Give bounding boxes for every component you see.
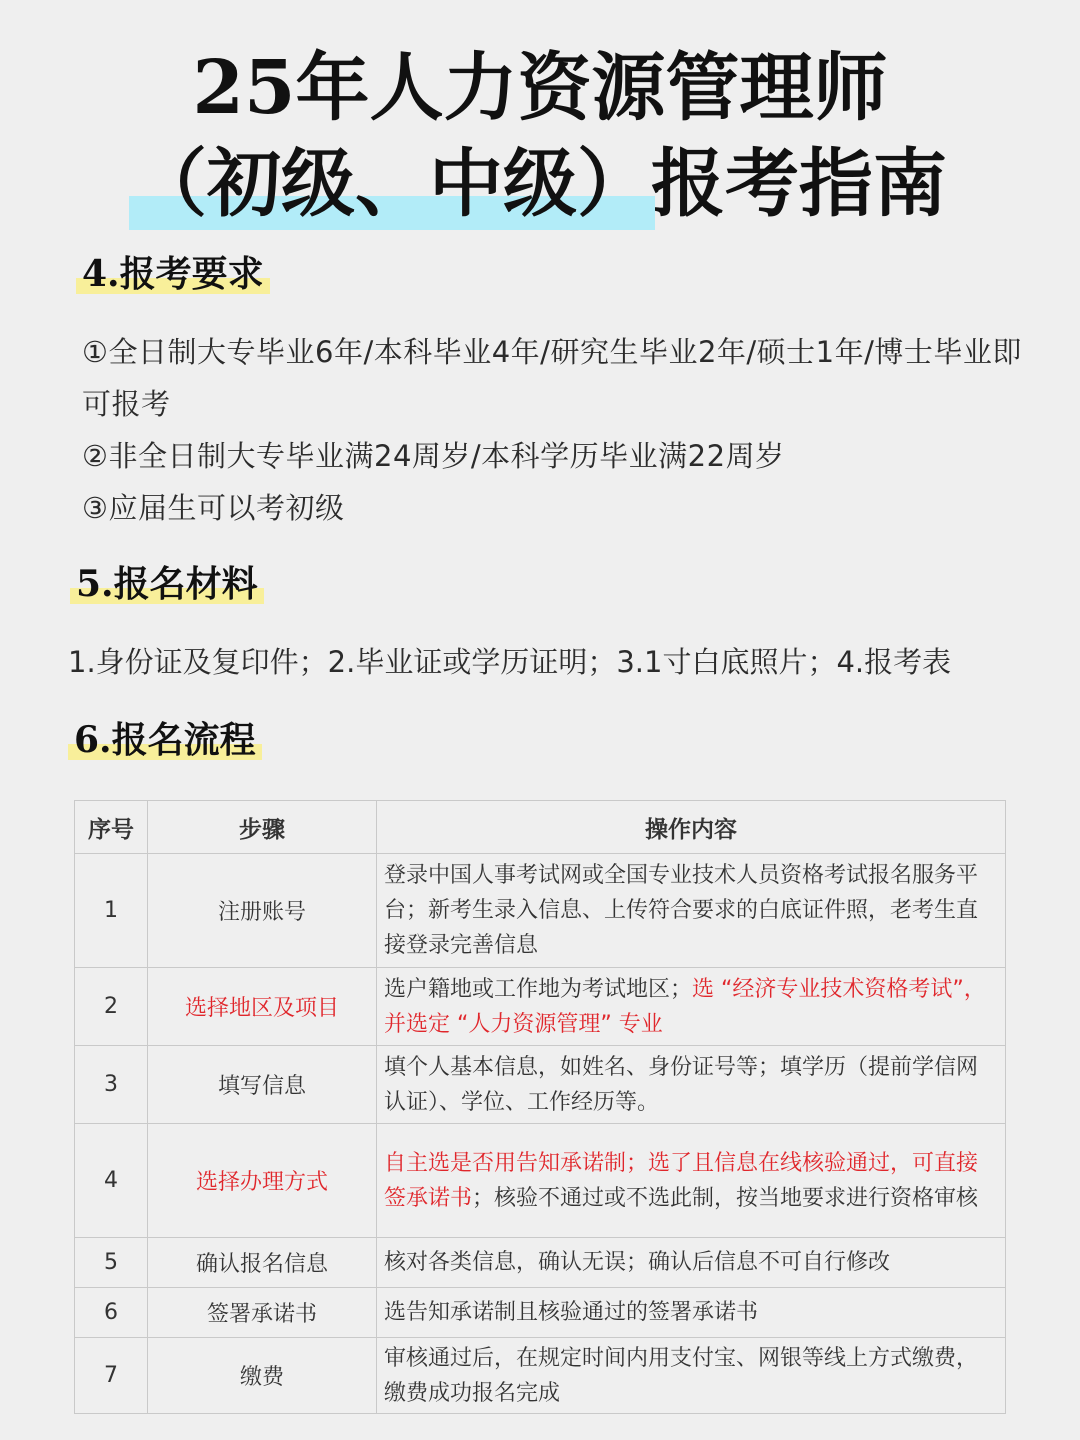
title-line-1: 25年人力资源管理师 (192, 45, 888, 131)
title-line-2-rest: 报考指南 (651, 141, 947, 227)
row-num: 2 (75, 968, 148, 1046)
process-table (74, 800, 1006, 1414)
row-content-emphasis: 选 “经济专业技术资格考试”，并选定 “人力资源管理” 专业 (384, 976, 986, 1037)
row-num: 4 (75, 1124, 148, 1238)
table-row (75, 968, 1006, 1046)
row-content-text: 填个人基本信息，如姓名、身份证号等；填学历（提前学信网认证）、学位、工作经历等。 (384, 1054, 979, 1115)
table-row (75, 1124, 1006, 1238)
column-header-step: 步骤 (148, 801, 377, 854)
row-step: 缴费 (148, 1338, 377, 1414)
row-step: 选择办理方式 (148, 1124, 377, 1238)
table-header-row (75, 801, 1006, 854)
row-num: 6 (75, 1288, 148, 1338)
row-content (377, 1238, 1006, 1288)
table-row (75, 1238, 1006, 1288)
page-title (0, 40, 1080, 232)
section-heading-process: 6.报名流程 (74, 719, 256, 761)
materials-text: 1.身份证及复印件；2.毕业证或学历证明；3.1寸白底照片；4.报考表 (68, 645, 952, 679)
row-content (377, 1046, 1006, 1124)
row-content (377, 1288, 1006, 1338)
row-num: 7 (75, 1338, 148, 1414)
row-step: 选择地区及项目 (148, 968, 377, 1046)
row-content-text: 登录中国人事考试网或全国专业技术人员资格考试报名服务平台；新考生录入信息、上传符合要求的白底证件照，老考生直接登录完善信息 (384, 863, 979, 958)
row-content-text: 审核通过后，在规定时间内用支付宝、网银等线上方式缴费，缴费成功报名完成 (384, 1345, 979, 1406)
row-content-text: 选户籍地或工作地为考试地区； (384, 976, 693, 1002)
row-content (377, 1338, 1006, 1414)
row-content (377, 854, 1006, 968)
column-header-content: 操作内容 (377, 801, 1006, 854)
row-step: 确认报名信息 (148, 1238, 377, 1288)
row-content (377, 968, 1006, 1046)
requirement-item: ③应届生可以考初级 (82, 491, 345, 525)
row-content (377, 1124, 1006, 1238)
title-highlight: （初级、中级） (133, 136, 651, 232)
row-content-emphasis: 自主选是否用告知承诺制；选了且信息在线核验通过，可直接签承诺书 (384, 1150, 979, 1211)
row-content-text: 核对各类信息，确认无误；确认后信息不可自行修改 (384, 1250, 891, 1275)
row-content-text: 选告知承诺制且核验通过的签署承诺书 (384, 1300, 759, 1325)
section-heading-requirements: 4.报考要求 (82, 253, 264, 295)
requirement-item: ①全日制大专毕业6年/本科毕业4年/研究生毕业2年/硕士1年/博士毕业即可报考 (82, 335, 1022, 421)
table-row (75, 1338, 1006, 1414)
section-heading-materials: 5.报名材料 (76, 563, 258, 605)
row-step: 填写信息 (148, 1046, 377, 1124)
row-num: 3 (75, 1046, 148, 1124)
row-step: 签署承诺书 (148, 1288, 377, 1338)
row-step: 注册账号 (148, 854, 377, 968)
table-row (75, 1046, 1006, 1124)
requirements-list (82, 326, 1032, 534)
row-content-text: ；核验不通过或不选此制，按当地要求进行资格审核 (472, 1185, 979, 1211)
title-line-2 (0, 136, 1080, 232)
row-num: 5 (75, 1238, 148, 1288)
column-header-num: 序号 (75, 801, 148, 854)
requirement-item: ②非全日制大专毕业满24周岁/本科学历毕业满22周岁 (82, 439, 785, 473)
table-row (75, 854, 1006, 968)
table-row (75, 1288, 1006, 1338)
row-num: 1 (75, 854, 148, 968)
